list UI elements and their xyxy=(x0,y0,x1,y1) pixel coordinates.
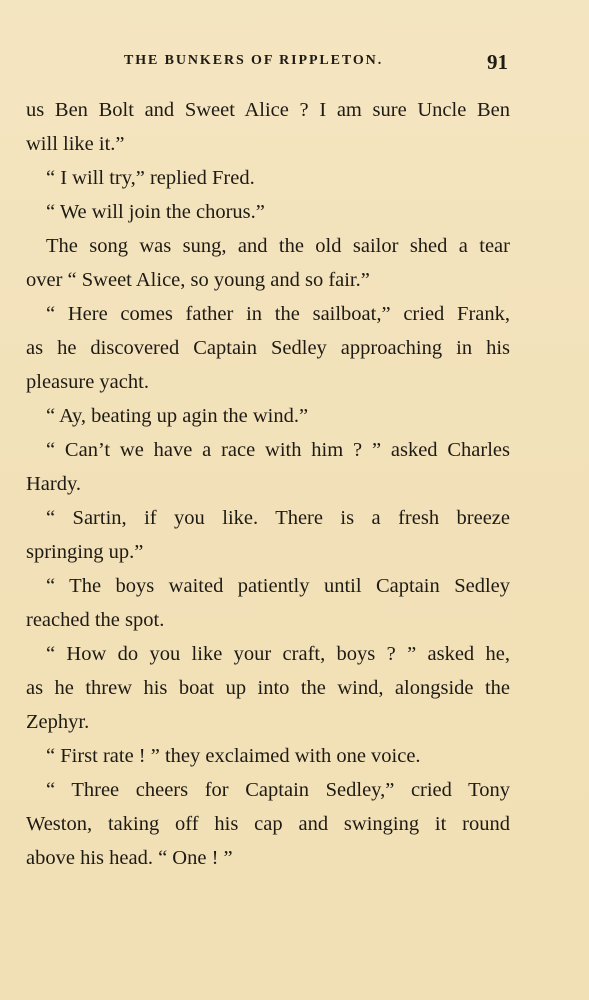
text-line: “ First rate ! ” they exclaimed with one voice. xyxy=(46,745,421,767)
text-line: as he discovered Captain Sedley approaching in his xyxy=(26,337,510,359)
text-line: “ Can’t we have a race with him ? ” asked Charles xyxy=(46,439,510,461)
text-line: as he threw his boat up into the wind, alongside the xyxy=(26,677,510,699)
text-line: Zephyr. xyxy=(26,711,90,733)
text-line: “ The boys waited patiently until Captain Sedley xyxy=(46,575,510,597)
text-line: Weston, taking off his cap and swinging it round xyxy=(26,813,510,835)
running-head xyxy=(0,50,589,74)
text-line: “ We will join the chorus.” xyxy=(46,201,265,223)
text-line: “ How do you like your craft, boys ? ” asked he, xyxy=(46,643,510,665)
text-line: “ I will try,” replied Fred. xyxy=(46,167,255,189)
text-line: will like it.” xyxy=(26,133,125,155)
running-title: THE BUNKERS OF RIPPLETON. xyxy=(124,53,384,68)
text-line: “ Sartin, if you like. There is a fresh breeze xyxy=(46,507,510,529)
body-text xyxy=(26,93,510,875)
text-line: over “ Sweet Alice, so young and so fair.” xyxy=(26,269,370,291)
text-line: “ Ay, beating up agin the wind.” xyxy=(46,405,309,427)
text-line: reached the spot. xyxy=(26,609,165,631)
text-line: us Ben Bolt and Sweet Alice ? I am sure Uncle Ben xyxy=(26,99,510,121)
text-line: The song was sung, and the old sailor shed a tear xyxy=(46,235,510,257)
text-line: “ Here comes father in the sailboat,” cried Frank, xyxy=(46,303,510,325)
text-line: “ Three cheers for Captain Sedley,” cried Tony xyxy=(46,779,510,801)
text-line: springing up.” xyxy=(26,541,144,563)
text-line: pleasure yacht. xyxy=(26,371,149,393)
page-number: 91 xyxy=(487,50,508,74)
text-line: above his head. “ One ! ” xyxy=(26,847,233,869)
text-line: Hardy. xyxy=(26,473,82,495)
